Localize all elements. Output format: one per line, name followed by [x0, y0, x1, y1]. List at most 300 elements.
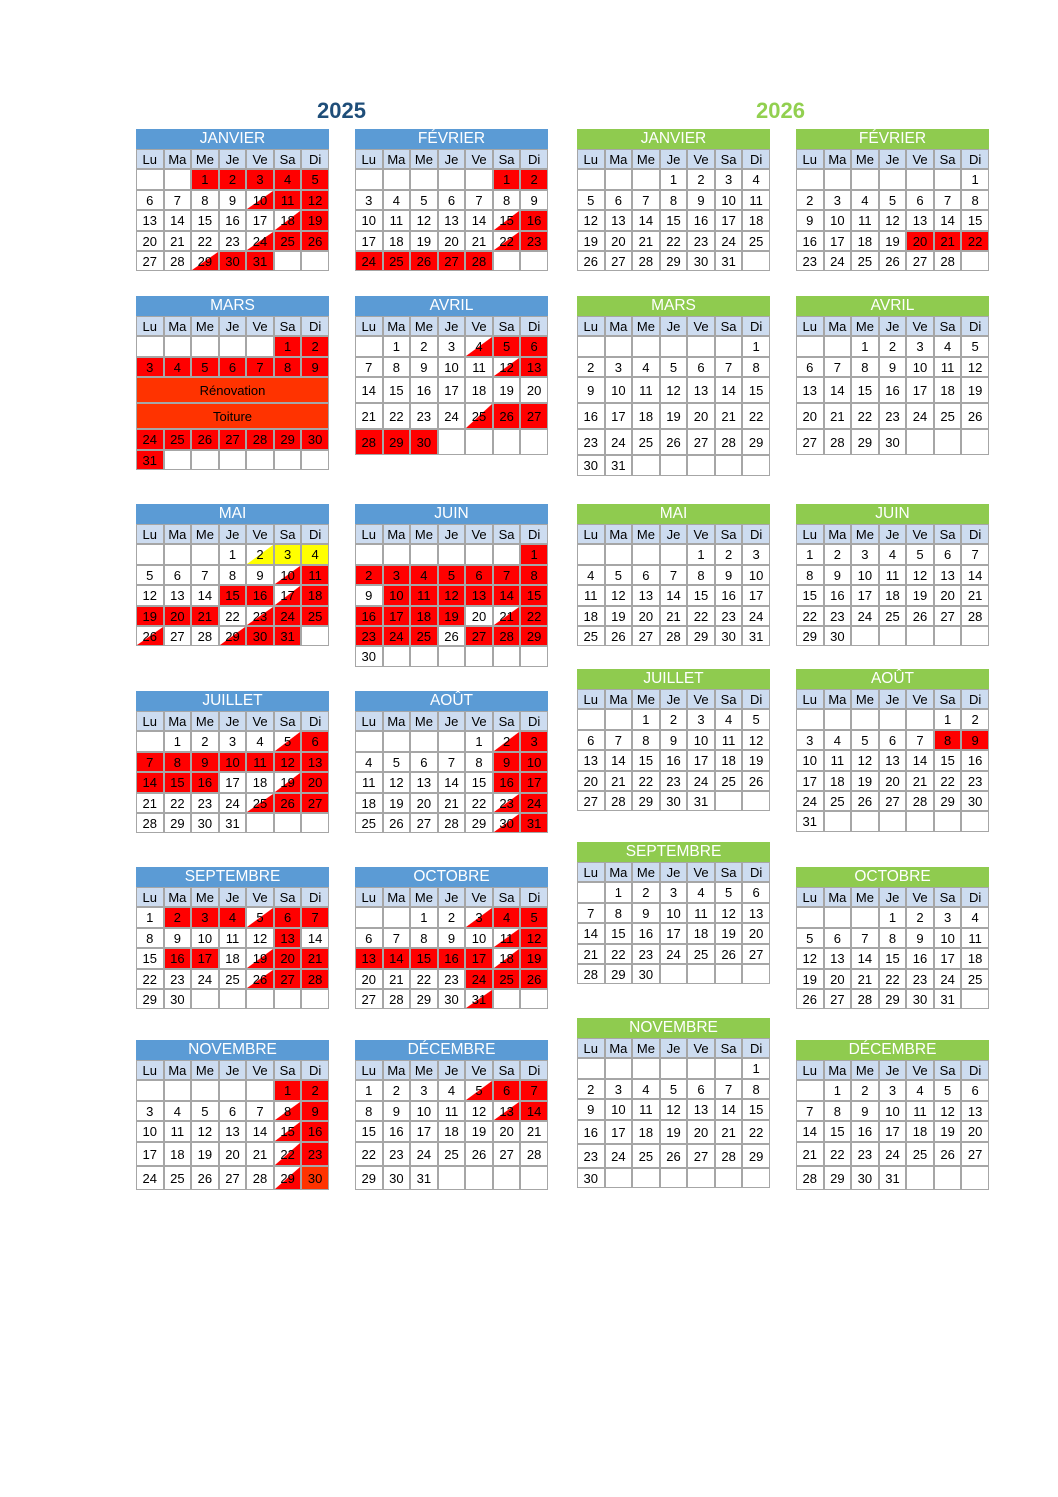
day-cell: 29 [934, 791, 962, 811]
empty-cell [577, 882, 605, 902]
day-cell: 23 [355, 626, 383, 646]
empty-cell [906, 169, 934, 189]
day-cell: 31 [934, 989, 962, 1009]
day-cell: 13 [410, 772, 438, 792]
day-cell: 1 [465, 731, 493, 751]
week-row [577, 455, 770, 475]
day-cell: 8 [219, 565, 247, 585]
day-cell: 28 [851, 989, 879, 1009]
empty-cell [715, 1168, 743, 1188]
weekday-label: Ma [383, 316, 411, 336]
empty-cell [136, 1080, 164, 1100]
day-cell: 2 [301, 1080, 329, 1100]
weekday-label: Ma [824, 689, 852, 709]
day-cell: 1 [191, 169, 219, 189]
weekday-header-row [577, 524, 770, 544]
week-row [577, 791, 770, 811]
day-cell: 28 [493, 626, 521, 646]
day-cell: 10 [687, 730, 715, 750]
weekday-label: Lu [136, 1060, 164, 1080]
empty-cell [301, 626, 329, 646]
day-cell: 19 [742, 750, 770, 770]
day-cell: 21 [605, 771, 633, 791]
day-cell: 23 [879, 403, 907, 429]
weekday-label: Ve [246, 887, 274, 907]
day-cell: 24 [136, 429, 164, 449]
weekday-label: Di [520, 316, 548, 336]
day-cell: 25 [851, 251, 879, 271]
day-cell: 14 [301, 928, 329, 948]
weekday-header-row [577, 149, 770, 169]
day-cell: 24 [520, 793, 548, 813]
day-cell: 15 [742, 1099, 770, 1119]
day-cell: 6 [906, 190, 934, 210]
week-row [136, 989, 329, 1009]
day-cell: 8 [605, 903, 633, 923]
day-cell: 21 [715, 403, 743, 429]
day-cell: 24 [851, 606, 879, 626]
day-cell: 7 [961, 544, 989, 564]
day-cell: 24 [136, 1166, 164, 1190]
day-cell: 15 [355, 1121, 383, 1141]
day-cell: 18 [824, 771, 852, 791]
day-cell: 15 [879, 948, 907, 968]
empty-cell [520, 989, 548, 1009]
day-cell: 28 [824, 429, 852, 455]
day-cell: 2 [577, 1079, 605, 1099]
weekday-header-row [355, 524, 548, 544]
day-cell: 9 [164, 928, 192, 948]
day-cell: 22 [742, 403, 770, 429]
day-cell: 6 [301, 731, 329, 751]
weekday-label: Ma [605, 1038, 633, 1058]
day-cell: 12 [301, 190, 329, 210]
empty-cell [715, 791, 743, 811]
day-cell: 7 [824, 357, 852, 377]
weekday-label: Je [219, 149, 247, 169]
day-cell: 24 [219, 793, 247, 813]
month-juin-2026 [796, 504, 989, 646]
day-cell: 13 [219, 1121, 247, 1141]
weekday-label: Ve [465, 887, 493, 907]
empty-cell [493, 1166, 521, 1190]
empty-cell [605, 544, 633, 564]
empty-cell [164, 544, 192, 564]
day-cell: 10 [715, 190, 743, 210]
day-cell: 20 [605, 231, 633, 251]
day-cell: 16 [301, 1121, 329, 1141]
empty-cell [934, 169, 962, 189]
empty-cell [246, 1080, 274, 1100]
empty-cell [879, 811, 907, 831]
day-cell: 30 [301, 429, 329, 449]
day-cell: 24 [605, 429, 633, 455]
day-cell: 23 [438, 969, 466, 989]
day-cell: 5 [742, 709, 770, 729]
weekday-label: Lu [136, 711, 164, 731]
day-cell: 21 [660, 606, 688, 626]
week-row [136, 565, 329, 585]
weekday-label: Sa [715, 689, 743, 709]
day-cell: 19 [465, 1121, 493, 1141]
weekday-label: Je [438, 149, 466, 169]
day-cell: 6 [520, 336, 548, 356]
empty-cell [465, 429, 493, 455]
day-cell: 9 [410, 357, 438, 377]
day-cell: 2 [715, 544, 743, 564]
day-cell: 22 [605, 944, 633, 964]
day-cell: 7 [191, 565, 219, 585]
month-header: JUILLET [577, 669, 770, 689]
day-cell: 27 [410, 813, 438, 833]
day-cell: 20 [410, 793, 438, 813]
day-cell: 26 [605, 626, 633, 646]
day-cell: 2 [355, 565, 383, 585]
day-cell: 16 [906, 948, 934, 968]
day-cell: 26 [520, 969, 548, 989]
empty-cell [438, 1166, 466, 1190]
empty-cell [605, 709, 633, 729]
day-cell: 13 [906, 210, 934, 230]
day-cell: 12 [742, 730, 770, 750]
day-cell: 19 [438, 606, 466, 626]
day-cell: 26 [301, 231, 329, 251]
day-cell: 5 [961, 336, 989, 356]
week-row [577, 565, 770, 585]
day-cell: 19 [796, 969, 824, 989]
weekday-label: Lu [355, 887, 383, 907]
day-cell: 15 [824, 1121, 852, 1141]
week-row [355, 772, 548, 792]
week-row [577, 923, 770, 943]
weekday-label: Je [879, 689, 907, 709]
day-cell: 18 [577, 606, 605, 626]
week-row [796, 730, 989, 750]
day-cell: 15 [274, 1121, 302, 1141]
day-cell: 11 [274, 190, 302, 210]
weekday-label: Sa [274, 711, 302, 731]
day-cell: 24 [796, 791, 824, 811]
empty-cell [219, 336, 247, 356]
day-cell: 26 [934, 1142, 962, 1166]
day-cell: 21 [961, 585, 989, 605]
day-cell: 17 [410, 1121, 438, 1141]
empty-cell [246, 813, 274, 833]
day-cell: 3 [660, 882, 688, 902]
day-cell: 27 [219, 1166, 247, 1190]
day-cell: 18 [301, 585, 329, 605]
empty-cell [715, 964, 743, 984]
week-row [577, 964, 770, 984]
week-row [796, 1121, 989, 1141]
day-cell: 10 [605, 1099, 633, 1119]
day-cell: 30 [493, 813, 521, 833]
day-cell: 22 [410, 969, 438, 989]
weekday-label: Di [301, 149, 329, 169]
day-cell: 24 [934, 969, 962, 989]
week-row [136, 190, 329, 210]
weekday-label: Lu [796, 689, 824, 709]
week-row [796, 403, 989, 429]
day-cell: 11 [383, 210, 411, 230]
day-cell: 17 [355, 231, 383, 251]
empty-cell [742, 964, 770, 984]
day-cell: 2 [219, 169, 247, 189]
day-cell: 7 [246, 357, 274, 377]
day-cell: 9 [355, 585, 383, 605]
day-cell: 11 [493, 928, 521, 948]
weekday-label: Je [438, 1060, 466, 1080]
day-cell: 28 [136, 813, 164, 833]
empty-cell [136, 336, 164, 356]
day-cell: 26 [660, 1144, 688, 1168]
day-cell: 8 [742, 357, 770, 377]
weekday-label: Di [301, 711, 329, 731]
empty-cell [660, 455, 688, 475]
day-cell: 22 [136, 969, 164, 989]
day-cell: 29 [605, 964, 633, 984]
day-cell: 19 [605, 606, 633, 626]
empty-cell [383, 907, 411, 927]
day-cell: 24 [383, 626, 411, 646]
week-row [355, 585, 548, 605]
day-cell: 9 [493, 752, 521, 772]
day-cell: 4 [246, 731, 274, 751]
day-cell: 30 [191, 813, 219, 833]
day-cell: 19 [136, 606, 164, 626]
day-cell: 6 [796, 357, 824, 377]
day-cell: 5 [796, 928, 824, 948]
empty-cell [796, 907, 824, 927]
day-cell: 15 [605, 923, 633, 943]
day-cell: 10 [796, 750, 824, 770]
day-cell: 4 [465, 336, 493, 356]
day-cell: 24 [687, 771, 715, 791]
weekday-label: Sa [715, 862, 743, 882]
day-cell: 30 [715, 626, 743, 646]
day-cell: 29 [465, 813, 493, 833]
day-cell: 12 [961, 357, 989, 377]
weekday-label: Ve [246, 524, 274, 544]
day-cell: 11 [164, 1121, 192, 1141]
weekday-label: Me [632, 524, 660, 544]
week-row [355, 1080, 548, 1100]
week-row [355, 1166, 548, 1190]
day-cell: 16 [438, 948, 466, 968]
day-cell: 23 [577, 1144, 605, 1168]
day-cell: 24 [465, 969, 493, 989]
day-cell: 9 [246, 565, 274, 585]
weekday-header-row [136, 887, 329, 907]
day-cell: 29 [274, 429, 302, 449]
day-cell: 1 [219, 544, 247, 564]
week-row [796, 429, 989, 455]
week-row [577, 750, 770, 770]
day-cell: 19 [906, 585, 934, 605]
day-cell: 24 [274, 606, 302, 626]
day-cell: 8 [136, 928, 164, 948]
day-cell: 10 [383, 585, 411, 605]
empty-cell [742, 251, 770, 271]
day-cell: 11 [438, 1101, 466, 1121]
day-cell: 16 [520, 210, 548, 230]
day-cell: 28 [577, 964, 605, 984]
month-octobre-2025 [355, 867, 548, 1009]
day-cell: 14 [136, 772, 164, 792]
day-cell: 17 [383, 606, 411, 626]
day-cell: 27 [520, 403, 548, 429]
day-cell: 14 [520, 1101, 548, 1121]
month-header: SEPTEMBRE [136, 867, 329, 887]
day-cell: 28 [605, 791, 633, 811]
day-cell: 4 [851, 190, 879, 210]
day-cell: 22 [191, 231, 219, 251]
week-row [796, 606, 989, 626]
day-cell: 3 [246, 169, 274, 189]
day-cell: 2 [301, 336, 329, 356]
day-cell: 22 [219, 606, 247, 626]
day-cell: 7 [934, 190, 962, 210]
day-cell: 1 [742, 336, 770, 356]
weekday-label: Ve [687, 862, 715, 882]
weekday-label: Me [632, 1038, 660, 1058]
weekday-label: Sa [715, 524, 743, 544]
day-cell: 18 [465, 377, 493, 403]
week-row [796, 231, 989, 251]
weekday-label: Lu [355, 149, 383, 169]
day-cell: 14 [355, 377, 383, 403]
month-septembre-2026 [577, 842, 770, 984]
day-cell: 1 [934, 709, 962, 729]
day-cell: 12 [410, 210, 438, 230]
weekday-label: Sa [715, 316, 743, 336]
day-cell: 21 [191, 606, 219, 626]
day-cell: 11 [355, 772, 383, 792]
weekday-label: Lu [355, 711, 383, 731]
day-cell: 27 [577, 791, 605, 811]
day-cell: 29 [355, 1166, 383, 1190]
week-row [796, 626, 989, 646]
month-février-2025 [355, 129, 548, 271]
week-row [577, 210, 770, 230]
week-row [577, 377, 770, 403]
day-cell: 24 [906, 403, 934, 429]
day-cell: 21 [438, 793, 466, 813]
empty-cell [851, 907, 879, 927]
month-janvier-2025 [136, 129, 329, 271]
day-cell: 5 [136, 565, 164, 585]
weekday-label: Lu [577, 689, 605, 709]
day-cell: 4 [632, 1079, 660, 1099]
day-cell: 3 [191, 907, 219, 927]
weekday-label: Ve [906, 149, 934, 169]
day-cell: 8 [355, 1101, 383, 1121]
week-row [577, 231, 770, 251]
weekday-header-row [355, 711, 548, 731]
day-cell: 15 [219, 585, 247, 605]
empty-cell [824, 907, 852, 927]
empty-cell [191, 544, 219, 564]
empty-cell [191, 336, 219, 356]
day-cell: 9 [577, 1099, 605, 1119]
day-cell: 10 [742, 565, 770, 585]
day-cell: 27 [219, 429, 247, 449]
day-cell: 2 [577, 357, 605, 377]
day-cell: 24 [824, 251, 852, 271]
day-cell: 24 [246, 231, 274, 251]
day-cell: 28 [246, 429, 274, 449]
day-cell: 13 [687, 1099, 715, 1119]
day-cell: 4 [355, 752, 383, 772]
week-row [136, 1080, 329, 1100]
empty-cell [961, 626, 989, 646]
day-cell: 11 [577, 585, 605, 605]
day-cell: 16 [851, 1121, 879, 1141]
day-cell: 19 [660, 403, 688, 429]
day-cell: 6 [687, 357, 715, 377]
empty-cell [274, 450, 302, 470]
day-cell: 14 [961, 565, 989, 585]
day-cell: 7 [906, 730, 934, 750]
weekday-label: Me [191, 711, 219, 731]
day-cell: 3 [355, 190, 383, 210]
day-cell: 27 [796, 429, 824, 455]
day-cell: 29 [410, 989, 438, 1009]
empty-cell [687, 455, 715, 475]
day-cell: 31 [465, 989, 493, 1009]
weekday-label: Lu [796, 149, 824, 169]
day-cell: 14 [577, 923, 605, 943]
day-cell: 14 [164, 210, 192, 230]
day-cell: 31 [687, 791, 715, 811]
weekday-label: Je [219, 1060, 247, 1080]
day-cell: 4 [493, 907, 521, 927]
day-cell: 28 [438, 813, 466, 833]
year-2025-title: 2025 [317, 98, 366, 123]
day-cell: 23 [906, 969, 934, 989]
day-cell: 25 [383, 251, 411, 271]
week-row [136, 231, 329, 251]
day-cell: 7 [577, 903, 605, 923]
week-row [355, 989, 548, 1009]
weekday-label: Lu [577, 524, 605, 544]
day-cell: 23 [246, 606, 274, 626]
empty-cell [493, 544, 521, 564]
day-cell: 24 [660, 944, 688, 964]
day-cell: 3 [906, 336, 934, 356]
day-cell: 20 [438, 231, 466, 251]
empty-cell [660, 336, 688, 356]
empty-cell [879, 709, 907, 729]
empty-cell [632, 544, 660, 564]
day-cell: 7 [715, 1079, 743, 1099]
week-row [577, 626, 770, 646]
day-cell: 17 [715, 210, 743, 230]
empty-cell [493, 989, 521, 1009]
month-header: JANVIER [577, 129, 770, 149]
empty-cell [577, 1058, 605, 1078]
weekday-label: Di [961, 887, 989, 907]
day-cell: 9 [824, 565, 852, 585]
day-cell: 27 [164, 626, 192, 646]
week-row [577, 585, 770, 605]
day-cell: 20 [906, 231, 934, 251]
day-cell: 9 [906, 928, 934, 948]
weekday-label: Sa [715, 1038, 743, 1058]
day-cell: 9 [301, 1101, 329, 1121]
week-row [577, 730, 770, 750]
day-cell: 28 [961, 606, 989, 626]
